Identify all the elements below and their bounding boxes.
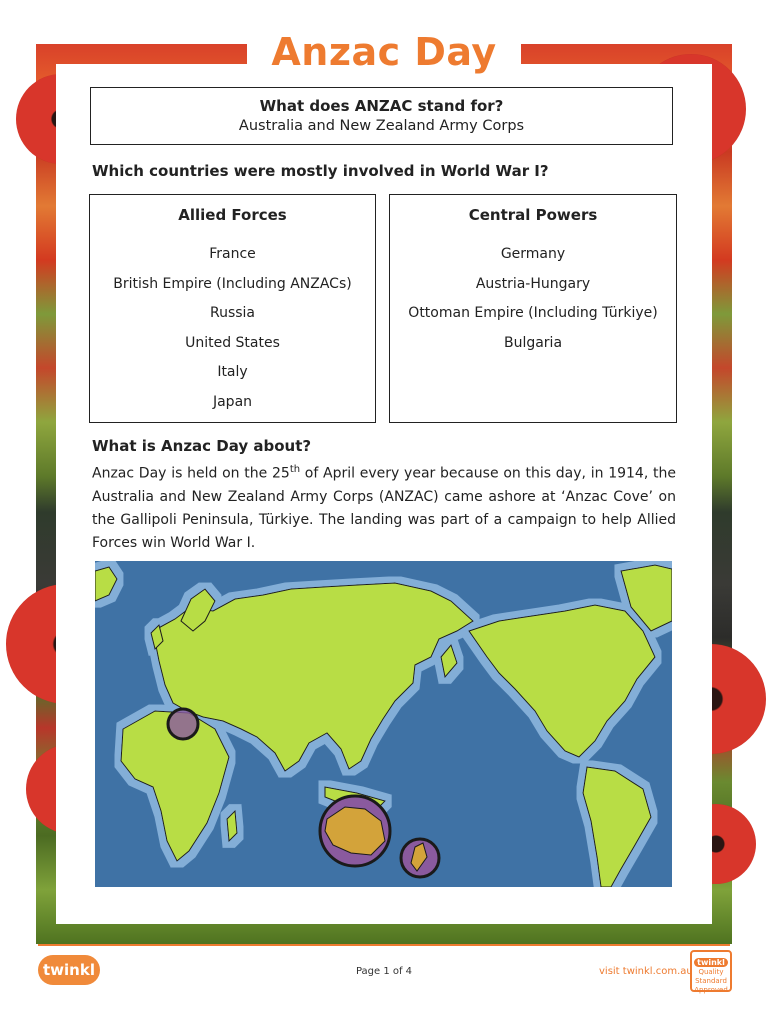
badge-logo-text: twinkl: [694, 958, 728, 967]
website-link[interactable]: visit twinkl.com.au: [599, 966, 693, 977]
anzac-answer: Australia and New Zealand Army Corps: [238, 118, 525, 134]
list-item: Bulgaria: [503, 334, 563, 351]
anzac-question: What does ANZAC stand for?: [259, 97, 504, 115]
world-map-svg: [95, 561, 672, 887]
central-list: [390, 245, 676, 353]
about-heading: What is Anzac Day about?: [92, 437, 312, 455]
title-band: [0, 0, 768, 74]
about-text-start: Anzac Day is held on the 25: [92, 465, 290, 482]
ordinal-suffix: th: [289, 464, 301, 475]
list-item: British Empire (Including ANZACs): [113, 275, 352, 292]
list-item: United States: [185, 334, 280, 351]
allied-forces-box: [89, 194, 376, 423]
list-item: Austria-Hungary: [475, 275, 591, 292]
badge-caption: Quality Standard Approved: [694, 968, 728, 994]
list-item: Russia: [209, 305, 256, 321]
quality-standard-badge: [690, 950, 732, 992]
list-item: Germany: [500, 246, 566, 262]
page-number: Page 1 of 4: [355, 966, 413, 977]
list-item: Japan: [212, 393, 253, 410]
countries-heading: Which countries were mostly involved in World War I?: [92, 162, 549, 180]
list-item: Ottoman Empire (Including Türkiye): [408, 305, 658, 321]
anzac-definition-box: [90, 87, 673, 145]
about-text-end: of April every year because on this day, in 1914, the Australia and New Zealand Army Corps (ANZAC) came ashore at ‘Anzac Cove’ on the Gallipoli Peninsula, Türkiye. The landing was part of a campaign to help Allied Forces win World War I.: [92, 465, 676, 551]
list-item: Italy: [217, 364, 248, 380]
allied-forces-title: Allied Forces: [178, 206, 287, 224]
world-map: [95, 561, 672, 887]
central-powers-box: [389, 194, 677, 423]
twinkl-logo[interactable]: twinkl: [38, 955, 100, 985]
page-title: Anzac Day: [247, 30, 520, 74]
list-item: France: [209, 246, 256, 262]
allied-list: [90, 245, 375, 412]
footer-divider: [38, 944, 730, 946]
central-powers-title: Central Powers: [468, 206, 598, 224]
gallipoli-highlight-circle: [168, 709, 198, 739]
about-paragraph: [92, 458, 676, 555]
